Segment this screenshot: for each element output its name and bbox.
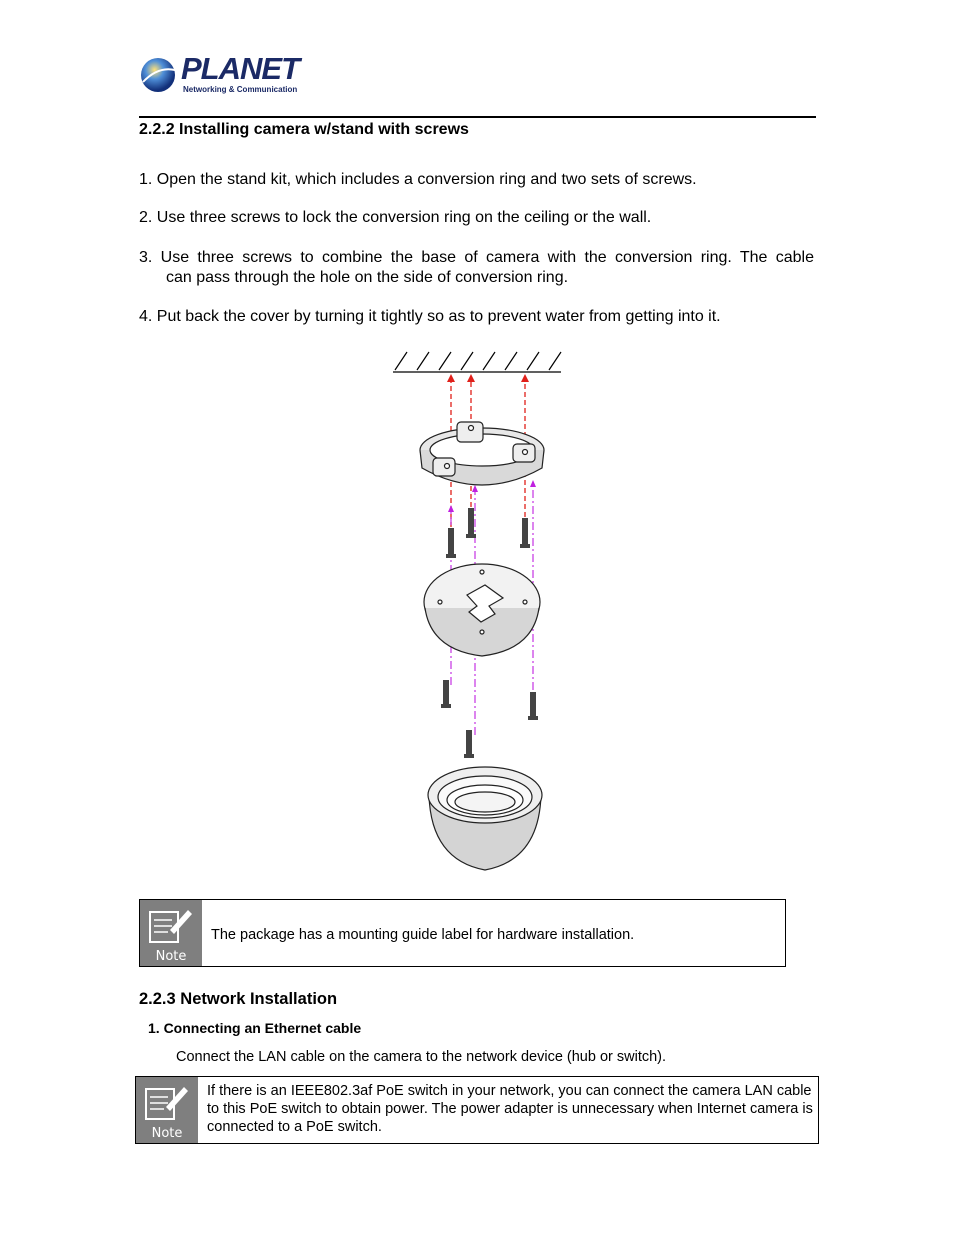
section-heading-install-screws: 2.2.2 Installing camera w/stand with screws	[139, 121, 469, 138]
logo-tagline: Networking & Communication	[183, 85, 298, 94]
mounting-diagram	[385, 340, 575, 880]
note-text-mounting-label: The package has a mounting guide label for hardware installation.	[211, 927, 635, 943]
note-box-mounting-label	[139, 899, 786, 967]
globe-logo-icon	[139, 56, 177, 94]
conversion-ring	[420, 422, 544, 485]
planet-logo	[139, 51, 299, 96]
note-icon-panel	[140, 900, 202, 966]
section-heading-network: 2.2.3 Network Installation	[139, 990, 338, 1008]
ethernet-body-text: Connect the LAN cable on the camera to the network device (hub or switch).	[176, 1049, 667, 1065]
ceiling-hatch	[393, 352, 561, 372]
step-3-line-1: 3. Use three screws to combine the base of camera with the conversion ring. The cable	[139, 249, 814, 266]
note-icon-panel	[136, 1077, 198, 1143]
step-4: 4. Put back the cover by turning it tightly so as to prevent water from getting into it.	[139, 308, 721, 325]
subheading-ethernet: 1. Connecting an Ethernet cable	[148, 1020, 362, 1036]
note-text-poe: If there is an IEEE802.3af PoE switch in your network, you can connect the camera LAN cable to this PoE switch to obtain power. The power adapter is unnecessary when Internet camera is connected to a PoE switch.	[207, 1083, 813, 1135]
camera-base	[424, 564, 540, 656]
dome-cover	[428, 767, 542, 870]
upper-screws	[446, 508, 530, 558]
logo-wordmark: PLANET	[181, 51, 299, 86]
step-2: 2. Use three screws to lock the conversion ring on the ceiling or the wall.	[139, 209, 652, 226]
lower-screws	[441, 680, 538, 758]
note-box-poe	[135, 1076, 819, 1144]
step-3	[139, 248, 814, 288]
note-pen-icon	[146, 906, 194, 944]
header-rule	[139, 116, 816, 118]
note-pen-icon	[142, 1083, 190, 1121]
step-3-line-2: can pass through the hole on the side of conversion ring.	[166, 269, 569, 286]
note-icon-label: Note	[151, 1126, 183, 1141]
step-1: 1. Open the stand kit, which includes a conversion ring and two sets of screws.	[139, 171, 697, 188]
note-icon-label: Note	[155, 949, 187, 964]
